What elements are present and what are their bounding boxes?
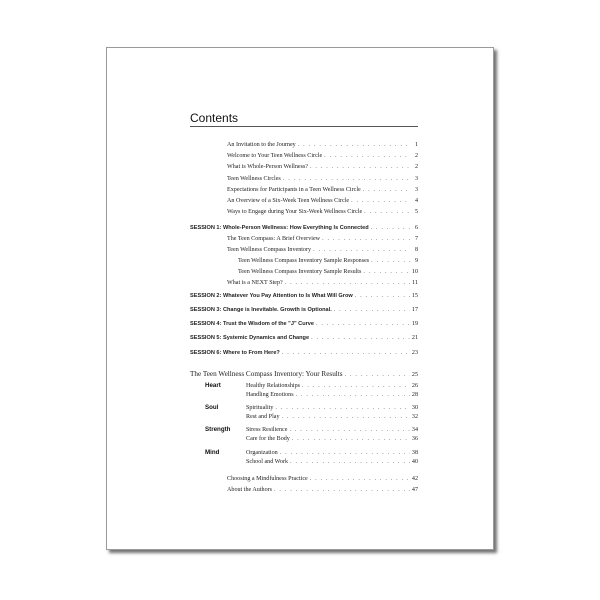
entry-label: Healthy Relationships: [246, 383, 300, 389]
toc-entry: [227, 235, 418, 244]
toc-entry: [227, 163, 418, 172]
leader-dots: [322, 235, 410, 244]
leader-dots: [310, 475, 410, 484]
entry-page: 47: [411, 487, 418, 493]
entry-page: 36: [411, 436, 418, 442]
entry-label: Choosing a Mindfulness Practice: [227, 476, 308, 482]
session-label: [190, 334, 309, 343]
leader-dots: [282, 349, 410, 358]
results-entry: [190, 370, 418, 379]
entry-label: Stress Resilience: [246, 427, 288, 433]
session-title: Change is Inevitable. Growth is Optional.: [222, 307, 332, 313]
toc-subentry: [238, 268, 418, 277]
toc-entry: [227, 186, 418, 195]
entry-page: 40: [411, 459, 418, 465]
leader-dots: [364, 208, 410, 217]
entry-page: 4: [414, 198, 418, 204]
leader-dots: [282, 413, 410, 422]
entry-page: 2: [414, 164, 418, 170]
leader-dots: [296, 391, 410, 400]
leader-dots: [274, 486, 410, 495]
entry-page: 11: [412, 280, 418, 286]
toc-entry: [246, 435, 418, 444]
entry-page: 25: [411, 372, 418, 378]
results-title: The Teen Wellness Compass Inventory: Your Results: [190, 370, 343, 378]
entry-label: Organization: [246, 450, 278, 456]
leader-dots: [280, 449, 410, 458]
entry-label: Teen Wellness Compass Inventory: [227, 247, 312, 253]
session-label: [190, 320, 314, 329]
session-number: SESSION 2:: [190, 293, 222, 299]
entry-page: 28: [411, 392, 418, 398]
toc-entry: [227, 279, 418, 288]
session-number: SESSION 3:: [190, 307, 222, 313]
entry-page: 10: [411, 269, 418, 275]
entry-page: 30: [411, 405, 418, 411]
entry-page: 2: [414, 153, 418, 159]
session-number: SESSION 1:: [190, 225, 222, 231]
leader-dots: [313, 246, 410, 255]
entry-page: 15: [411, 293, 418, 299]
category-soul: Soul: [205, 404, 219, 411]
entry-label: Ways to Engage during Your Six-Week Wellness Circle: [227, 209, 363, 215]
toc-entry: [227, 152, 418, 161]
entry-label: School and Work: [246, 459, 289, 465]
entry-page: 19: [411, 321, 418, 327]
category-mind: Mind: [205, 449, 220, 456]
leader-dots: [275, 404, 409, 413]
entry-page: 42: [411, 476, 418, 482]
entry-label: About the Authors: [227, 487, 273, 493]
entry-label: Teen Wellness Compass Inventory Sample Results: [238, 269, 362, 275]
entry-label: What is Whole-Person Wellness?: [227, 164, 309, 170]
leader-dots: [311, 334, 410, 343]
entry-label: An Overview of a Six-Week Teen Wellness Circle: [227, 198, 350, 204]
leader-dots: [298, 141, 410, 150]
entry-page: 8: [414, 247, 418, 253]
toc-entry: [246, 382, 418, 391]
session-1-entry: [190, 224, 418, 233]
leader-dots: [283, 175, 410, 184]
entry-page: 3: [414, 187, 418, 193]
toc-entry: [246, 391, 418, 400]
session-number: SESSION 4:: [190, 321, 222, 327]
entry-label: Teen Wellness Circles: [227, 176, 281, 182]
leader-dots: [363, 268, 410, 277]
leader-dots: [351, 197, 410, 206]
toc-entry: [227, 475, 418, 484]
toc-entry: [246, 458, 418, 467]
book-page: [106, 47, 494, 550]
entry-page: 6: [414, 225, 418, 231]
leader-dots: [355, 292, 410, 301]
entry-page: 38: [411, 450, 418, 456]
entry-label: The Teen Compass: A Brief Overview: [227, 236, 321, 242]
session-6-entry: [190, 349, 418, 358]
session-title: Where to From Here?: [222, 350, 280, 356]
leader-dots: [324, 152, 410, 161]
session-label: [190, 292, 353, 301]
session-label: [190, 306, 332, 315]
toc-entry: [246, 404, 418, 413]
toc-subentry: [238, 257, 418, 266]
entry-label: Spirituality: [246, 405, 274, 411]
leader-dots: [289, 426, 409, 435]
leader-dots: [363, 186, 410, 195]
leader-dots: [316, 320, 410, 329]
leader-dots: [334, 306, 410, 315]
session-4-entry: [190, 320, 418, 329]
entry-page: 21: [411, 335, 418, 341]
session-number: SESSION 5:: [190, 335, 222, 341]
leader-dots: [285, 279, 410, 288]
category-strength: Strength: [205, 426, 231, 433]
toc-entry: [246, 413, 418, 422]
session-2-entry: [190, 292, 418, 301]
entry-page: 32: [411, 414, 418, 420]
leader-dots: [345, 371, 410, 380]
entry-page: 1: [414, 142, 418, 148]
entry-page: 26: [411, 383, 418, 389]
toc-entry: [227, 197, 418, 206]
session-title: Whatever You Pay Attention to Is What Will Grow: [222, 293, 353, 299]
entry-page: 17: [411, 307, 418, 313]
entry-page: 7: [414, 236, 418, 242]
session-label: [190, 349, 280, 358]
leader-dots: [371, 257, 410, 266]
session-title: Trust the Wisdom of the "J" Curve: [222, 321, 315, 327]
entry-label: Handling Emotions: [246, 392, 294, 398]
entry-label: Welcome to Your Teen Wellness Circle: [227, 153, 323, 159]
session-title: Systemic Dynamics and Change: [222, 335, 310, 341]
toc-entry: [227, 175, 418, 184]
entry-page: 5: [414, 209, 418, 215]
session-5-entry: [190, 334, 418, 343]
toc-entry: [227, 208, 418, 217]
heading-rule: [190, 126, 418, 127]
leader-dots: [302, 382, 410, 391]
leader-dots: [371, 224, 410, 233]
leader-dots: [290, 458, 410, 467]
session-label: [190, 224, 369, 233]
contents-heading: Contents: [190, 111, 239, 125]
entry-page: 34: [411, 427, 418, 433]
leader-dots: [292, 435, 410, 444]
entry-label: Care for the Body: [246, 436, 290, 442]
toc-entry: [227, 246, 418, 255]
toc-entry: [227, 486, 418, 495]
toc-entry: [246, 426, 418, 435]
session-3-entry: [190, 306, 418, 315]
toc-entry: [246, 449, 418, 458]
category-heart: Heart: [205, 382, 221, 389]
entry-label: Rest and Play: [246, 414, 280, 420]
entry-label: Teen Wellness Compass Inventory Sample Responses: [238, 258, 370, 264]
leader-dots: [310, 163, 410, 172]
session-title: Whole-Person Wellness: How Everything Is Connected: [222, 225, 369, 231]
entry-page: 3: [414, 176, 418, 182]
session-number: SESSION 6:: [190, 350, 222, 356]
entry-page: 23: [411, 350, 418, 356]
entry-page: 9: [414, 258, 418, 264]
entry-label: An Invitation to the Journey: [227, 142, 296, 148]
entry-label: Expectations for Participants in a Teen Wellness Circle: [227, 187, 361, 193]
entry-label: What is a NEXT Step?: [227, 280, 283, 286]
toc-entry: [227, 141, 418, 150]
